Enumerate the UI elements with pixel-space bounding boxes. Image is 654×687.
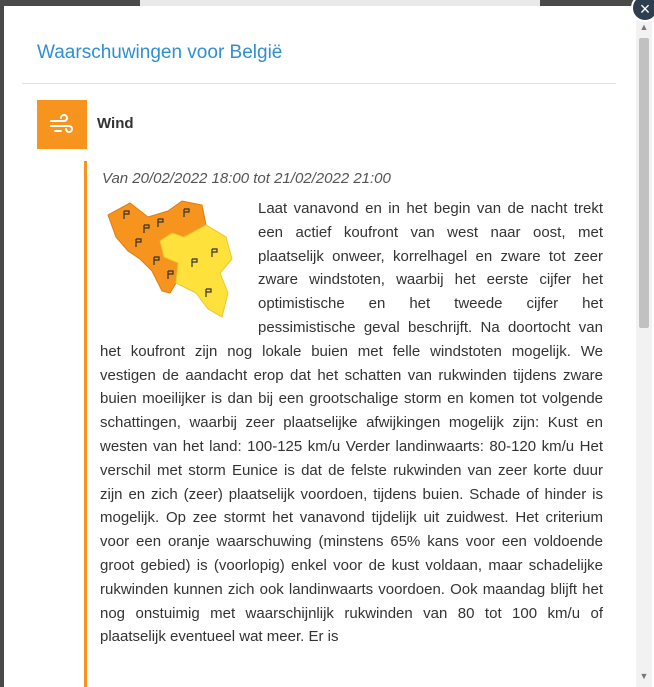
warning-text: Laat vanavond en in het begin van de nacht trekt een actief koufront van west naar oost, met plaatselijk onweer, korrelhagel en zware tot zeer zware windstoten, waarbij het eerste cijfer het optimistische en het tweede cijfer het pessimistische geval beschrijft. Na doortocht van het koufront zijn nog lokale buien met felle windstoten mogelijk. We vestigen de aandacht erop dat het schatten van rukwinden tijdens zware buien moeilijker is dan bij een grootschalige storm en komen tot volgende schattingen, waarbij zeer plaatselijke afwijkingen mogelijk zijn: Kust en westen van het land: 100-125 km/u Verder landinwaarts: 80-120 km/u Het verschil met storm Eunice is dat de felste rukwinden van zeer korte duur zijn en zich (zeer) plaatselijk voordoen, tijdens buien. Schade of hinder is mogelijk. Op zee stormt het vanavond tijdelijk uit zuidwest. Het criterium voor een oranje waarschuwing (minstens 65% kans voor een voldoende groot gebied) is (voorlopig) enkel voor de kust voldaan, maar schadelijke rukwinden kunnen zich ook landinwaarts voordoen. Ook maandag blijft het nog onstuimig met waarschijnlijk rukwinden van 80 tot 100 km/u of plaatselijk eventueel wat meer. Er is: [100, 200, 603, 646]
scroll-up-arrow-icon[interactable]: ▲: [639, 22, 649, 32]
modal-scrollbar[interactable]: [636, 20, 652, 687]
scroll-thumb[interactable]: [639, 38, 649, 328]
title-divider: [22, 83, 616, 84]
modal-title: Waarschuwingen voor België: [37, 42, 283, 63]
close-button[interactable]: ×: [631, 0, 654, 22]
warning-detail: [84, 161, 607, 687]
wind-icon: [49, 114, 75, 136]
warning-type-label: Wind: [97, 115, 134, 132]
warning-period: Van 20/02/2022 18:00 tot 21/02/2022 21:00: [102, 170, 391, 187]
belgium-warning-map: [100, 197, 250, 331]
warnings-modal: [4, 6, 654, 687]
scroll-down-arrow-icon[interactable]: ▼: [639, 671, 649, 681]
warning-body: [100, 197, 603, 649]
wind-icon-badge: [37, 100, 87, 149]
